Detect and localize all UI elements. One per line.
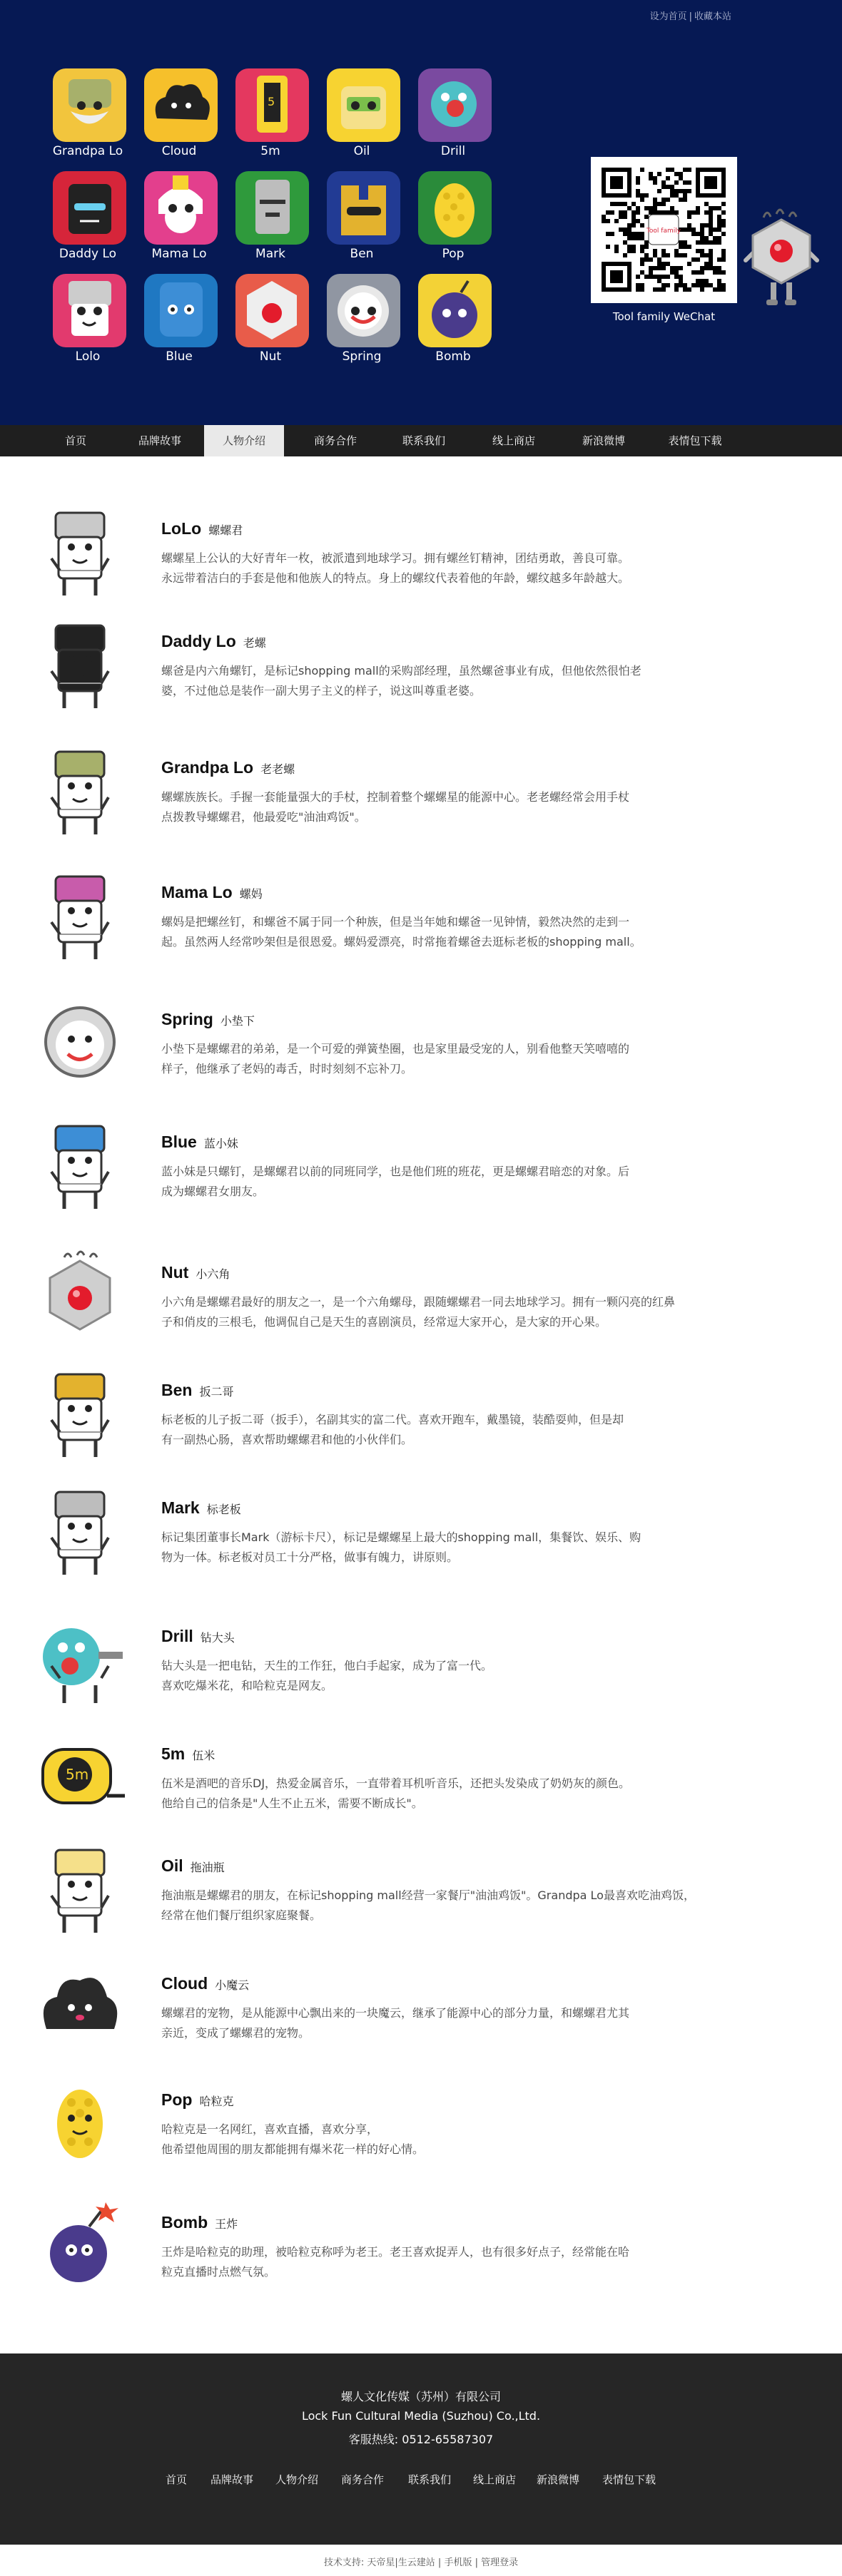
top-links <box>650 9 731 22</box>
profile-name-en: Bomb <box>161 2213 208 2232</box>
character-profile <box>0 2197 842 2314</box>
character-tile-name: Ben <box>350 247 374 261</box>
nav-item[interactable]: 商务合作 <box>313 434 357 447</box>
footer-nav-item[interactable]: 新浪微博 <box>537 2473 580 2486</box>
character-profile <box>0 993 842 1111</box>
svg-text:Tool family: Tool family <box>646 228 681 235</box>
profile-description: 螺妈是把螺丝钉，和螺爸不属于同一个种族，但是当年她和螺爸一见钟情，毅然决然的走到一 起。虽然两人经常吵架但是很恩爱。螺妈爱漂亮，时常拖着螺爸去逛标老板的shopping mall。 <box>161 915 641 949</box>
character-tile[interactable] <box>231 68 310 163</box>
profile-name-cn: 小魔云 <box>215 1980 250 1992</box>
profile-name <box>161 1744 215 1764</box>
footer-hotline: 客服热线: 0512-65587307 <box>348 2433 494 2446</box>
character-tile-name: Daddy Lo <box>59 247 117 261</box>
footer-company-cn: 螺人文化传媒（苏州）有限公司 <box>340 2390 501 2403</box>
main-nav <box>0 425 842 456</box>
character-tile[interactable] <box>49 171 127 265</box>
profile-name <box>161 1263 230 1282</box>
svg-text:5m: 5m <box>66 1766 89 1783</box>
oil-icon <box>36 1840 125 1940</box>
profile-name-en: Mark <box>161 1498 200 1517</box>
character-tile[interactable] <box>231 171 310 265</box>
profile-description: 蓝小妹是只螺钉，是螺螺君以前的同班同学，也是他们班的班花，更是螺螺君暗恋的对象。后 成为螺螺君女朋友。 <box>161 1165 630 1198</box>
character-profile <box>0 615 842 733</box>
character-tile-name: Oil <box>353 144 370 158</box>
character-profile <box>0 1958 842 2075</box>
profile-name-cn: 王炸 <box>215 2219 238 2231</box>
bookmark-link[interactable]: 收藏本站 <box>694 11 731 22</box>
footer-nav-item[interactable]: 首页 <box>166 2473 188 2486</box>
character-tile[interactable] <box>231 274 310 368</box>
profile-description: 钻大头是一把电钻，天生的工作狂，他白手起家，成为了富一代。 喜欢吃爆米花，和哈粒克是网友。 <box>161 1659 493 1692</box>
character-tile-name: Nut <box>259 349 282 364</box>
nav-item[interactable]: 新浪微博 <box>582 434 625 447</box>
profile-description: 哈粒克是一名网红，喜欢直播，喜欢分享， 他希望他周围的朋友都能拥有爆米花一样的好心情。 <box>161 2122 425 2156</box>
footer-nav-item[interactable]: 联系我们 <box>408 2473 452 2486</box>
character-tile[interactable] <box>414 274 492 368</box>
character-tile[interactable] <box>49 274 127 368</box>
profile-name <box>161 519 243 538</box>
footer <box>0 2353 842 2545</box>
mama-lo-icon <box>144 171 218 245</box>
character-tile-name: Pop <box>442 247 465 261</box>
grandpa-lo-icon <box>36 742 125 842</box>
profile-name-cn: 老老螺 <box>260 764 295 776</box>
character-profile <box>0 1610 842 1728</box>
footer-nav-item[interactable]: 品牌故事 <box>210 2473 254 2486</box>
wechat-caption: Tool family WeChat <box>612 310 716 323</box>
profile-name <box>161 1381 233 1400</box>
character-profile <box>0 1247 842 1364</box>
daddy-lo-icon <box>53 171 126 245</box>
lolo-icon <box>53 274 126 347</box>
ben-icon <box>36 1364 125 1464</box>
daddy-lo-icon <box>36 615 125 715</box>
profile-name <box>161 1010 255 1029</box>
profile-name-cn: 螺螺君 <box>208 525 243 537</box>
profile-description: 小六角是螺螺君最好的朋友之一，是一个六角螺母，跟随螺螺君一同去地球学习。拥有一颗闪亮的红鼻 子和俏皮的三根毛，他调侃自己是天生的喜剧演员，经常逗大家开心，是大家的开心果。 <box>161 1295 676 1329</box>
nav-item[interactable]: 联系我们 <box>402 434 445 447</box>
pop-icon <box>418 171 492 245</box>
character-tile[interactable] <box>323 274 401 368</box>
oil-icon <box>327 68 400 142</box>
profile-name <box>161 883 263 902</box>
profile-name <box>161 1627 235 1646</box>
profile-name-en: Pop <box>161 2090 193 2109</box>
profile-name-cn: 标老板 <box>206 1504 241 1516</box>
profile-description: 拖油瓶是螺螺君的朋友，在标记shopping mall经营一家餐厅"油油鸡饭"。Grandpa Lo最喜欢吃油鸡饭， 经常在他们餐厅组织家庭聚餐。 <box>161 1888 695 1922</box>
mark-icon <box>36 1482 125 1582</box>
spring-icon <box>327 274 400 347</box>
profile-name-en: Nut <box>161 1263 189 1282</box>
5m-icon <box>235 68 309 142</box>
character-tile[interactable] <box>414 171 492 265</box>
profile-name-en: LoLo <box>161 519 202 538</box>
nut-icon <box>235 274 309 347</box>
profile-name-cn: 小垫下 <box>220 1016 255 1028</box>
nut-mascot-icon <box>742 207 821 314</box>
profile-description: 螺螺君的宠物，是从能源中心飘出来的一块魔云，继承了能源中心的部分力量，和螺螺君尤其 亲近，变成了螺螺君的宠物。 <box>161 2006 630 2040</box>
cloud-icon <box>144 68 218 142</box>
profile-name-en: Ben <box>161 1381 193 1399</box>
profile-name <box>161 1498 241 1518</box>
character-profile <box>0 1482 842 1600</box>
wechat-block <box>591 157 741 328</box>
mark-icon <box>235 171 309 245</box>
drill-icon <box>418 68 492 142</box>
footer-nav-item[interactable]: 表情包下载 <box>602 2473 656 2486</box>
character-tile[interactable] <box>140 274 218 368</box>
character-tile[interactable] <box>49 68 127 163</box>
profile-name <box>161 1133 238 1152</box>
bomb-icon <box>418 274 492 347</box>
profile-name-cn: 伍米 <box>192 1750 215 1762</box>
profile-name <box>161 632 266 651</box>
character-profile <box>0 1728 842 1846</box>
footer-nav-item[interactable]: 人物介绍 <box>275 2473 319 2486</box>
pop-icon <box>36 2074 125 2174</box>
profile-name <box>161 1856 225 1876</box>
footer-nav-item[interactable]: 线上商店 <box>473 2473 517 2486</box>
top-links-separator: | <box>689 11 692 22</box>
profile-name-en: Drill <box>161 1627 193 1645</box>
profile-description: 标老板的儿子扳二哥（扳手），名副其实的富二代。喜欢开跑车，戴墨镜，装酷耍帅，但是却 有一副热心肠，喜欢帮助螺螺君和他的小伙伴们。 <box>161 1413 624 1446</box>
credits-line[interactable]: 技术支持: 天帝星|生云建站 | 手机版 | 管理登录 <box>323 2557 519 2568</box>
footer-company-en: Lock Fun Cultural Media (Suzhou) Co.,Ltd. <box>301 2409 541 2423</box>
ben-icon <box>327 171 400 245</box>
character-tile-name: Mark <box>255 247 285 261</box>
character-tile[interactable] <box>414 68 492 163</box>
character-profile <box>0 1364 842 1482</box>
mama-lo-icon <box>36 867 125 966</box>
blue-icon <box>36 1116 125 1216</box>
profile-description: 螺螺族族长。手握一套能量强大的手杖，控制着整个螺螺星的能源中心。老老螺经常会用手杖 点拨教导螺螺君，他最爱吃"油油鸡饭"。 <box>161 790 630 824</box>
profile-name-en: Grandpa Lo <box>161 758 254 777</box>
character-tile-name: Spring <box>342 349 382 364</box>
character-profile <box>0 1840 842 1958</box>
lolo-icon <box>36 503 125 603</box>
wechat-qr-code <box>591 157 737 303</box>
nut-icon <box>36 1247 125 1346</box>
profile-name-cn: 哈粒克 <box>199 2096 234 2108</box>
profile-name-en: 5m <box>161 1744 186 1763</box>
header-banner <box>0 0 842 425</box>
character-tile-name: Grandpa Lo <box>52 144 123 158</box>
character-tile-name: 5m <box>260 144 280 158</box>
5m-icon <box>36 1728 125 1828</box>
character-profile <box>0 1116 842 1234</box>
character-tile[interactable] <box>140 171 218 265</box>
profile-description: 螺螺星上公认的大好青年一枚，被派遣到地球学习。拥有螺丝钉精神，团结勇敢，善良可靠。 永远带着洁白的手套是他和他族人的特点。身上的螺纹代表着他的年龄，螺纹越多年龄越大。 <box>161 551 630 585</box>
character-tile-name: Drill <box>440 144 466 158</box>
character-profile <box>0 742 842 859</box>
set-home-link[interactable]: 设为首页 <box>649 11 687 22</box>
spring-icon <box>36 993 125 1093</box>
character-tile-name: Blue <box>166 349 193 364</box>
character-tile-name: Bomb <box>435 349 471 364</box>
profile-description: 螺爸是内六角螺钉，是标记shopping mall的采购部经理，虽然螺爸事业有成，但他依然很怕老 婆，不过他总是装作一副大男子主义的样子，说这叫尊重老婆。 <box>161 664 641 697</box>
profile-name-en: Daddy Lo <box>161 632 236 650</box>
nav-item[interactable]: 线上商店 <box>492 434 535 447</box>
character-tile-name: Lolo <box>75 349 101 364</box>
cloud-icon <box>36 1958 125 2058</box>
profile-name-cn: 螺妈 <box>239 889 263 901</box>
profile-name-cn: 蓝小妹 <box>203 1138 238 1150</box>
profile-name-en: Oil <box>161 1856 183 1875</box>
bomb-icon <box>36 2197 125 2296</box>
character-profile <box>0 503 842 620</box>
blue-icon <box>144 274 218 347</box>
character-profile <box>0 867 842 984</box>
profile-description: 标记集团董事长Mark（游标卡尺），标记是螺螺星上最大的shopping mall，集餐饮、娱乐、购 物为一体。标老板对员工十分严格，做事有魄力，讲原则。 <box>161 1530 641 1564</box>
character-tile[interactable] <box>323 171 401 265</box>
nav-item[interactable]: 表情包下载 <box>668 434 722 447</box>
profile-name-en: Cloud <box>161 1974 208 1993</box>
profile-description: 伍米是酒吧的音乐DJ，热爱金属音乐，一直带着耳机听音乐，还把头发染成了奶奶灰的颜色。 他给自己的信条是"人生不止五米，需要不断成长"。 <box>161 1777 631 1810</box>
character-profile <box>0 2074 842 2192</box>
drill-icon <box>36 1610 125 1710</box>
profile-name-cn: 钻大头 <box>200 1632 235 1645</box>
profile-name <box>161 1974 249 1993</box>
grandpa-lo-icon <box>53 68 126 142</box>
profile-name-cn: 小六角 <box>196 1269 230 1281</box>
profile-name-cn: 扳二哥 <box>199 1386 234 1399</box>
character-tile[interactable] <box>323 68 401 163</box>
character-tile-name: Mama Lo <box>151 247 207 261</box>
svg-text:5: 5 <box>268 95 275 108</box>
profile-description: 王炸是哈粒克的助理，被哈粒克称呼为老王。老王喜欢捉弄人，也有很多好点子，经常能在哈 粒克直播时点燃气氛。 <box>161 2245 630 2279</box>
profile-description: 小垫下是螺螺君的弟弟，是一个可爱的弹簧垫圈，也是家里最受宠的人，别看他整天笑嘻嘻的 样子，他继承了老妈的毒舌，时时刻刻不忘补刀。 <box>161 1042 630 1075</box>
character-tile-name: Cloud <box>161 144 197 158</box>
profile-name-en: Spring <box>161 1010 213 1028</box>
profile-name <box>161 2090 233 2110</box>
profile-name-en: Mama Lo <box>161 883 233 901</box>
profile-name <box>161 758 295 777</box>
profile-name-cn: 老螺 <box>243 638 266 650</box>
nav-item[interactable]: 人物介绍 <box>204 425 284 456</box>
character-tile[interactable] <box>140 68 218 163</box>
profile-name <box>161 2213 238 2232</box>
nav-item[interactable]: 品牌故事 <box>138 434 181 447</box>
profile-name-en: Blue <box>161 1133 197 1151</box>
nav-item[interactable]: 首页 <box>64 434 86 447</box>
footer-nav-item[interactable]: 商务合作 <box>341 2473 385 2486</box>
profile-name-cn: 拖油瓶 <box>190 1862 225 1874</box>
